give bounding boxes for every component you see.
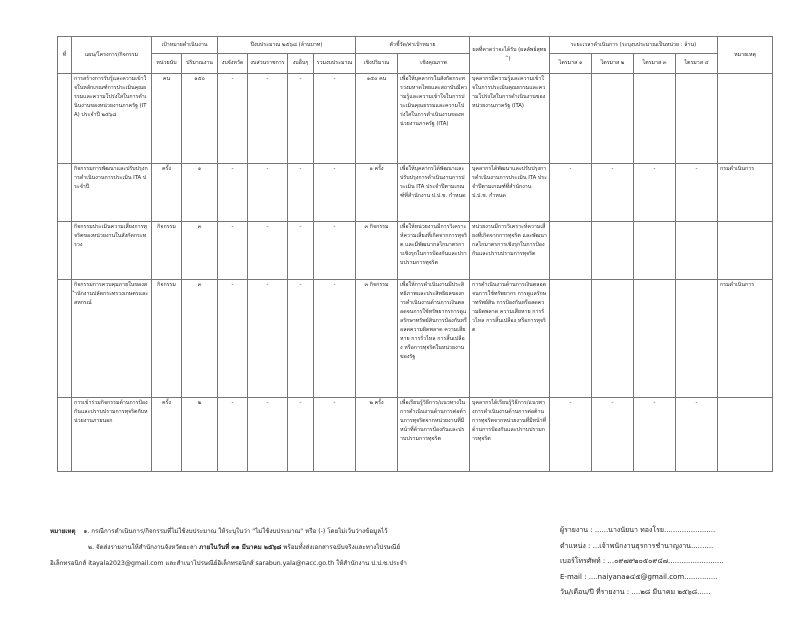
- note-line-2: [50, 540, 570, 556]
- row-unit: คน: [152, 74, 182, 164]
- header-budget-group: ปีงบประมาณ ๒๕๖๘ (ล้านบาท): [218, 37, 356, 54]
- header-period-group: ระยะเวลาดำเนินการ (ระบุงบประมาณเป็นหน่วย : ล้าน): [550, 37, 718, 54]
- row-remark: กรมดำเนินการ: [718, 164, 773, 222]
- row-outcome: บุคลากรได้เรียนรู้วิธีการ/แนวทางการดำเนินงานด้านการต่อต้านการทุจริตจากหน่วยงานที่มีหน้าที่ด้านการป้องกันและปราบปรามการทุจริต: [470, 398, 550, 472]
- row-q4: [676, 222, 718, 280]
- header-qualitative: เชิงคุณภาพ: [398, 54, 470, 74]
- header-remark: หมายเหตุ: [718, 37, 773, 74]
- row-quantitative: ๓ กิจกรรม: [356, 280, 398, 398]
- reporter-name: ผู้รายงาน : ......นางนัยนา ทองโรย.......................: [560, 526, 716, 534]
- reporter-email: E-mail : ....naiyana๑๔๕@gmail.com...............: [560, 572, 718, 581]
- note-1-text: ๑. กรณีการดำเนินการ/กิจกรรมที่ไม่ใช้งบประมาณ ให้ระบุในว่า "ไม่ใช้งบประมาณ" หรือ (-) โดยไม่เว้นว่างข้อมูลไว้: [83, 528, 388, 535]
- row-qualitative: เพื่อให้หน่วยงานมีการวิเคราะห์ความเสี่ยงที่เกิดจากการทุจริต และมีพัฒนากลไกมาตรการเชิงรุกในการป้องกันและปราบปรามการทุจริต: [398, 222, 470, 280]
- row-plan: การเข้าร่วมกิจกรรมด้านการป้องกันและปราบปรามการทุจริตกับหน่วยงานภายนอก: [72, 398, 152, 472]
- header-volume: ปริมาณงาน: [182, 54, 218, 74]
- row-unit: กิจกรรม: [152, 222, 182, 280]
- row-qualitative: เพื่อเรียนรู้วิธีการ/แนวทางในการดำเนินงานด้านการต่อต้านการทุจริตจากหน่วยงานที่มีหน้าที่ด้านการป้องกันและปราบปรามการทุจริต: [398, 398, 470, 472]
- row-outcome: หน่วยงานมีการวิเคราะห์ความเสี่ยงที่เกิดจากการทุจริต และพัฒนากลไกมาตรการเชิงรุกในการป้องกันและปราบปรามการทุจริต: [470, 222, 550, 280]
- row-q3: [634, 280, 676, 398]
- header-q3: ไตรมาส ๓: [634, 54, 676, 74]
- header-budget-other: งบอื่นๆ: [288, 54, 314, 74]
- table-row: [58, 280, 773, 398]
- header-indicator-group: ตัวชี้วัด/ค่าเป้าหมาย: [356, 37, 470, 54]
- row-budget-other: -: [288, 222, 314, 280]
- header-q1: ไตรมาส ๑: [550, 54, 592, 74]
- header-budget-agency: งบส่วนราชการ: [248, 54, 288, 74]
- row-quantitative: ๒ ครั้ง: [356, 398, 398, 472]
- row-q2: -: [592, 398, 634, 472]
- row-budget-province: -: [218, 222, 248, 280]
- row-volume: ๓: [182, 222, 218, 280]
- note-2-text-a: ๒. จัดส่งรายงานให้สำนักงานจังหวัดยะลา: [88, 544, 200, 551]
- row-q2: [592, 222, 634, 280]
- row-qualitative: เพื่อให้บุคลากรได้พัฒนาและปรับปรุงการดำเนินงานการประเมิน ITA ประจำปีตามเกณฑ์ที่สำนักงาน ป.ป.ช. กำหนด: [398, 164, 470, 222]
- header-no: ที่: [58, 37, 72, 74]
- row-budget-province: -: [218, 164, 248, 222]
- row-q1: [550, 74, 592, 164]
- row-q4: [676, 74, 718, 164]
- row-no: [58, 164, 72, 222]
- table-body: [58, 74, 773, 472]
- header-target-group: เป้าหมายดำเนินงาน: [152, 37, 218, 54]
- row-remark: [718, 222, 773, 280]
- header-plan: แผน/โครงการ/กิจกรรม: [72, 37, 152, 74]
- row-qualitative: เพื่อให้บุคลากรในสังกัดกระทรวงมหาดไทยและสถาบันมีความรู้และความเข้าใจในการประเมินคุณธรรมและความโปร่งใสในการดำเนินงานของหน่วยงานภาครัฐ (ITA): [398, 74, 470, 164]
- row-budget-other: -: [288, 74, 314, 164]
- row-plan: กิจกรรมการพัฒนาและปรับปรุงการดำเนินงานการประเมิน ITA ประจำปี: [72, 164, 152, 222]
- row-q4: [676, 280, 718, 398]
- row-quantitative: ๓ กิจกรรม: [356, 222, 398, 280]
- note-line-1: [50, 524, 570, 540]
- row-budget-other: -: [288, 280, 314, 398]
- row-q1: [550, 280, 592, 398]
- reporter-phone: เบอร์โทรศัพท์ : ...๐๙๗๙๒๐๕๐๙๔๗.........................: [560, 557, 724, 565]
- reporter-block: [560, 523, 760, 601]
- row-q3: -: [634, 398, 676, 472]
- row-outcome: การดำเนินงานด้านการเงินตลอดจนการใช้ทรัพยากร การดูแลรักษาทรัพย์สิน การป้องกันหรือลดความผิดพลาด ความเสียหาย การรั่วไหล การสิ้นเปลือง หรือการทุจริต: [470, 280, 550, 398]
- row-q4: -: [676, 164, 718, 222]
- row-no: [58, 222, 72, 280]
- table-row: [58, 398, 773, 472]
- table-row: [58, 164, 773, 222]
- row-quantitative: ๑๕๐ คน: [356, 74, 398, 164]
- row-budget-agency: -: [248, 280, 288, 398]
- row-remark: [718, 74, 773, 164]
- header-q4: ไตรมาส ๔: [676, 54, 718, 74]
- header-outcome: ผลที่คาดว่าจะได้รับ (ผลลัพธ์สุทธิ): [470, 37, 550, 74]
- row-budget-total: -: [314, 222, 356, 280]
- row-plan: กิจกรรมการควบคุมภายในของสำนักงานปลัดกระทรวงเกษตรและสหกรณ์: [72, 280, 152, 398]
- row-budget-province: -: [218, 280, 248, 398]
- row-no: [58, 398, 72, 472]
- row-volume: ๑๕๐: [182, 74, 218, 164]
- row-budget-total: -: [314, 74, 356, 164]
- row-q4: -: [676, 398, 718, 472]
- table-row: [58, 74, 773, 164]
- row-q1: -: [550, 398, 592, 472]
- row-plan: การสร้างการรับรู้และความเข้าใจในหลักเกณฑ์การประเมินคุณธรรมและความโปร่งใสในการดำเนินงานของหน่วยงานภาครัฐ (ITA) ประจำปี ๒๕๖๘: [72, 74, 152, 164]
- note-line-3: อิเล็กทรอนิกส์ itayala2023@gmail.com และสำเนาไปรษณีย์อิเล็กทรอนิกส์ sarabun.yala@nacc.go.th ให้สำนักงาน ป.ป.ช.ประจำ: [50, 560, 407, 567]
- row-budget-agency: -: [248, 398, 288, 472]
- row-no: [58, 280, 72, 398]
- row-q3: [634, 74, 676, 164]
- row-quantitative: ๑ ครั้ง: [356, 164, 398, 222]
- header-budget-province: งบจังหวัด: [218, 54, 248, 74]
- row-budget-total: -: [314, 280, 356, 398]
- note-2-text-b: พร้อมทั้งส่งเอกสารฉบับจริงและทางไปรษณีย์: [281, 544, 401, 551]
- row-outcome: บุคลากรได้พัฒนาและปรับปรุงการดำเนินงานการประเมิน ITA ประจำปีตามเกณฑ์ที่สำนักงาน ป.ป.ช. กำหนด: [470, 164, 550, 222]
- row-unit: ครั้ง: [152, 164, 182, 222]
- row-budget-province: -: [218, 74, 248, 164]
- header-q2: ไตรมาส ๒: [592, 54, 634, 74]
- row-budget-other: -: [288, 164, 314, 222]
- row-outcome: บุคลากรมีความรู้และความเข้าใจในการประเมินคุณธรรมและความโปร่งใสในการดำเนินงานของหน่วยงานภาครัฐ (ITA): [470, 74, 550, 164]
- row-q2: [592, 280, 634, 398]
- row-volume: ๓: [182, 280, 218, 398]
- row-budget-total: -: [314, 164, 356, 222]
- row-budget-agency: -: [248, 164, 288, 222]
- header-unit: หน่วยนับ: [152, 54, 182, 74]
- row-q2: -: [592, 164, 634, 222]
- row-budget-province: -: [218, 398, 248, 472]
- table-row: [58, 222, 773, 280]
- note-2-deadline: ภายในวันที่ ๓๑ มีนาคม ๒๕๖๘: [199, 544, 282, 551]
- row-budget-other: -: [288, 398, 314, 472]
- header-quantitative: เชิงปริมาณ: [356, 54, 398, 74]
- row-remark: [718, 398, 773, 472]
- plan-table: [57, 36, 773, 472]
- reporter-position: ตำแหน่ง : ...เจ้าพนักงานธุรการชำนาญงาน..........: [560, 541, 714, 550]
- notes-block: [50, 524, 570, 572]
- row-q2: [592, 74, 634, 164]
- row-q3: [634, 222, 676, 280]
- row-no: [58, 74, 72, 164]
- reporter-date: วัน/เดือน/ปี ที่รายงาน : ....๒๘ มีนาคม ๒๕๖๘......: [560, 588, 711, 596]
- row-q1: [550, 222, 592, 280]
- row-volume: ๑: [182, 164, 218, 222]
- notes-label: หมายเหตุ: [50, 528, 76, 535]
- row-budget-agency: -: [248, 222, 288, 280]
- row-budget-agency: -: [248, 74, 288, 164]
- row-volume: ๒: [182, 398, 218, 472]
- row-unit: ครั้ง: [152, 398, 182, 472]
- header-budget-total: รวมงบประมาณ: [314, 54, 356, 74]
- row-qualitative: เพื่อให้การดำเนินงานมีประสิทธิภาพและประสิทธิผลของการดำเนินงานด้านการเงินตลอดจนการใช้ทรัพยากรการดูแลรักษาทรัพย์สินการป้องกันหรือลดความผิดพลาด ความเสียหาย การรั่วไหล การสิ้นเปลือง หรือการทุจริตในหน่วยงานของรัฐ: [398, 280, 470, 398]
- row-plan: กิจกรรมประเมินความเสี่ยงการทุจริตของหน่วยงานในสังกัดกระทรวง: [72, 222, 152, 280]
- row-unit: กิจกรรม: [152, 280, 182, 398]
- row-q1: -: [550, 164, 592, 222]
- row-budget-total: -: [314, 398, 356, 472]
- row-q3: -: [634, 164, 676, 222]
- row-remark: กรมดำเนินการ: [718, 280, 773, 398]
